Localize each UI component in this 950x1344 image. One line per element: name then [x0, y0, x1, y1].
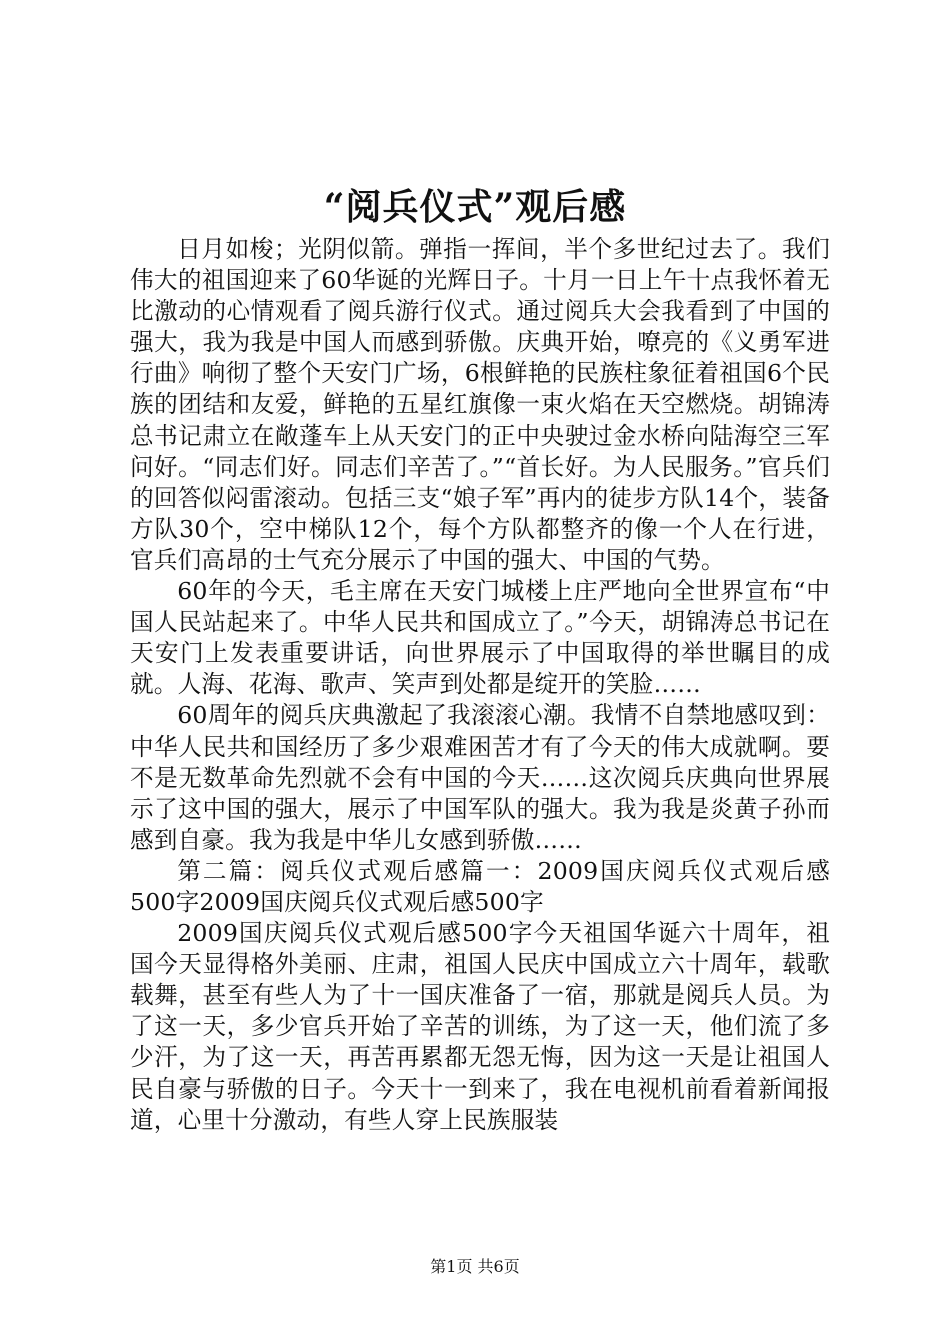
paragraph: 日月如梭；光阴似箭。弹指一挥间，半个多世纪过去了。我们伟大的祖国迎来了60华诞的光辉日子。十月一日上午十点我怀着无比激动的心情观看了阅兵游行仪式。通过阅兵大会我看到了中国的强大，我为我是中国人而感到骄傲。庆典开始，嘹亮的《义勇军进行曲》响彻了整个天安门广场，6根鲜艳的民族柱象征着祖国6个民族的团结和友爱，鲜艳的五星红旗像一束火焰在天空燃烧。胡锦涛总书记肃立在敞蓬车上从天安门的正中央驶过金水桥向陆海空三军问好。“同志们好。同志们辛苦了。”“首长好。为人民服务。”官兵们的回答似闷雷滚动。包括三支“娘子军”再内的徒步方队14个，装备方队30个，空中梯队12个，每个方队都整齐的像一个人在行进，官兵们高昂的士气充分展示了中国的强大、中国的气势。	[130, 235, 830, 574]
document-title: “阅兵仪式”观后感	[323, 186, 627, 228]
page-number-footer: 第1页 共6页	[430, 1257, 520, 1276]
paragraph: 第二篇：阅兵仪式观后感篇一：2009国庆阅兵仪式观后感500字2009国庆阅兵仪式观后感500字	[130, 856, 830, 916]
paragraph: 2009国庆阅兵仪式观后感500字今天祖国华诞六十周年，祖国今天显得格外美丽、庄肃，祖国人民庆中国成立六十周年，载歌载舞，甚至有些人为了十一国庆准备了一宿，那就是阅兵人员。为了这一天，多少官兵开始了辛苦的训练，为了这一天，他们流了多少汗，为了这一天，再苦再累都无怨无悔，因为这一天是让祖国人民自豪与骄傲的日子。今天十一到来了，我在电视机前看着新闻报道，心里十分激动，有些人穿上民族服装	[130, 919, 830, 1134]
paragraph: 60年的今天，毛主席在天安门城楼上庄严地向全世界宣布“中国人民站起来了。中华人民共和国成立了。”今天，胡锦涛总书记在天安门上发表重要讲话，向世界展示了中国取得的举世瞩目的成就。人海、花海、歌声、笑声到处都是绽开的笑脸……	[130, 577, 830, 699]
paragraph: 60周年的阅兵庆典激起了我滚滚心潮。我情不自禁地感叹到：中华人民共和国经历了多少艰难困苦才有了今天的伟大成就啊。要不是无数革命先烈就不会有中国的今天……这次阅兵庆典向世界展示了这中国的强大，展示了中国军队的强大。我为我是炎黄子孙而感到自豪。我为我是中华儿女感到骄傲……	[130, 701, 830, 854]
document-body	[130, 234, 830, 1136]
